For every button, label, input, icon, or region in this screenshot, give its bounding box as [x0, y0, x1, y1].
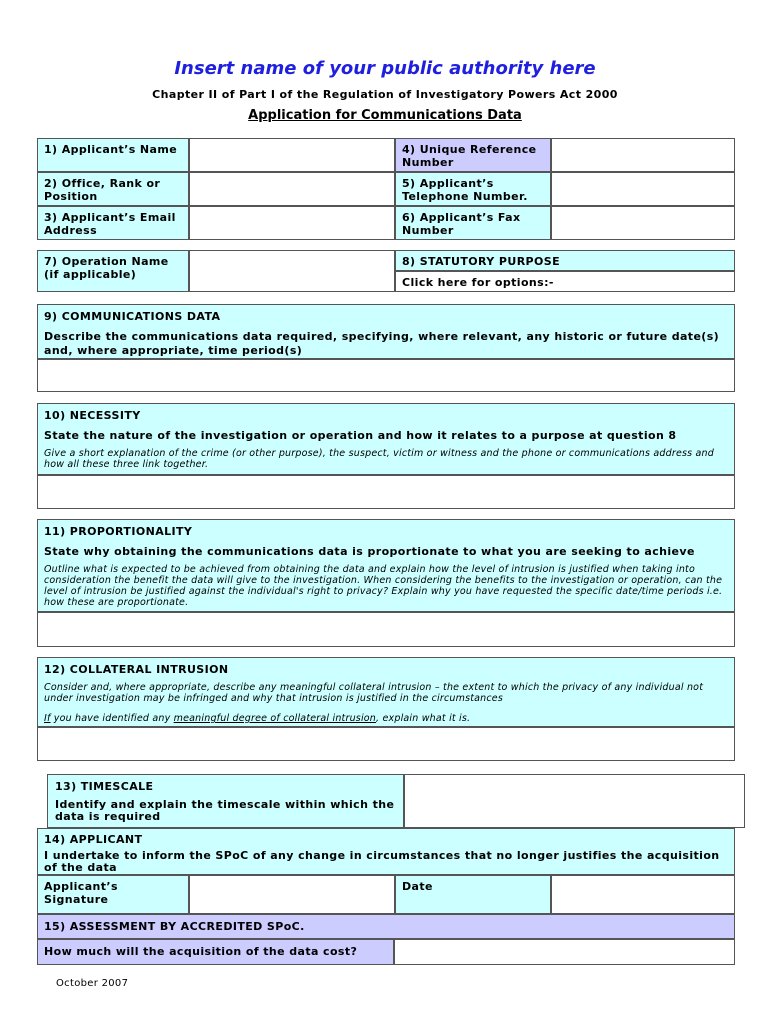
date-field[interactable]	[551, 875, 735, 914]
spoc-assessment-header	[37, 914, 735, 939]
necessity-header	[37, 403, 735, 475]
email-label	[37, 206, 189, 240]
operation-name-label	[37, 250, 189, 292]
page-title: Application for Communications Data	[248, 108, 522, 123]
hint-end: , explain what it is.	[376, 713, 471, 724]
footer-date: October 2007	[56, 978, 129, 989]
operation-name-label-text: 7) Operation Name (if applicable)	[44, 255, 169, 281]
cost-field[interactable]	[394, 939, 735, 965]
applicant-declaration-header	[37, 828, 735, 875]
communications-data-desc: Describe the communications data required, specifying, where relevant, any historic or future date(s) and, where appropriate, time period(s)	[44, 330, 720, 357]
necessity-desc: State the nature of the investigation or operation and how it relates to a purpose at question 8	[44, 429, 677, 442]
applicant-name-field[interactable]	[189, 138, 395, 172]
office-rank-label	[37, 172, 189, 206]
communications-data-header	[37, 304, 735, 359]
cost-question-text: How much will the acquisition of the data cost?	[44, 945, 358, 958]
collateral-intrusion-hint: Consider and, where appropriate, describe any meaningful collateral intrusion – the extent to which the privacy of any individual not under investigation may be infringed and why that intrusion is justified in the circumstances	[44, 682, 704, 704]
applicant-declaration-desc: I undertake to inform the SPoC of any change in circumstances that no longer justifies the acquisition of the data	[44, 849, 720, 874]
hint-mid: you have identified any	[50, 713, 174, 724]
fax-label	[395, 206, 551, 240]
applicant-name-label	[37, 138, 189, 172]
communications-data-title: 9) COMMUNICATIONS DATA	[44, 310, 221, 323]
date-label-text: Date	[402, 880, 433, 893]
operation-name-field[interactable]	[189, 250, 395, 292]
date-label	[395, 875, 551, 914]
proportionality-field[interactable]	[37, 612, 735, 647]
proportionality-header	[37, 519, 735, 612]
necessity-title: 10) NECESSITY	[44, 409, 141, 422]
proportionality-desc: State why obtaining the communications data is proportionate to what you are seeking to achieve	[44, 545, 695, 558]
authority-name: Insert name of your public authority here	[174, 58, 596, 79]
signature-field[interactable]	[189, 875, 395, 914]
proportionality-title: 11) PROPORTIONALITY	[44, 525, 193, 538]
reference-number-label-text: 4) Unique Reference Number	[402, 143, 537, 169]
office-rank-label-text: 2) Office, Rank or Position	[44, 177, 161, 203]
communications-data-field[interactable]	[37, 359, 735, 392]
statutory-purpose-label	[395, 250, 735, 271]
spoc-assessment-title: 15) ASSESSMENT BY ACCREDITED SPoC.	[44, 920, 305, 933]
collateral-intrusion-title: 12) COLLATERAL INTRUSION	[44, 663, 229, 676]
telephone-field[interactable]	[551, 172, 735, 206]
necessity-field[interactable]	[37, 475, 735, 509]
applicant-declaration-title: 14) APPLICANT	[44, 833, 143, 846]
necessity-hint: Give a short explanation of the crime (or other purpose), the suspect, victim or witness and the phone or communications address and how all these three link together.	[44, 448, 714, 470]
email-field[interactable]	[189, 206, 395, 240]
statutory-purpose-label-text: 8) STATUTORY PURPOSE	[402, 255, 561, 268]
fax-label-text: 6) Applicant’s Fax Number	[402, 211, 521, 237]
email-label-text: 3) Applicant’s Email Address	[44, 211, 176, 237]
timescale-desc: Identify and explain the timescale within which the data is required	[55, 798, 395, 823]
collateral-intrusion-field[interactable]	[37, 727, 735, 761]
telephone-label	[395, 172, 551, 206]
collateral-intrusion-header	[37, 657, 735, 727]
chapter-subtitle: Chapter II of Part I of the Regulation of Investigatory Powers Act 2000	[152, 88, 618, 101]
timescale-title: 13) TIMESCALE	[55, 780, 154, 793]
statutory-purpose-select[interactable]	[395, 271, 735, 292]
signature-label	[37, 875, 189, 914]
reference-number-field[interactable]	[551, 138, 735, 172]
proportionality-hint: Outline what is expected to be achieved from obtaining the data and explain how the level of intrusion is justified when taking into consideration the benefit the data will give to the investigation. When considering the benefits to the investigation or operation, can the level of intrusion be justified against the individual's right to privacy? Explain why you have requested the specific date/time periods i.e. how these are proportionate.	[44, 564, 723, 608]
signature-label-text: Applicant’s Signature	[44, 880, 118, 906]
timescale-header	[47, 774, 404, 828]
hint-underlined: meaningful degree of collateral intrusion	[173, 713, 377, 724]
applicant-name-label-text: 1) Applicant’s Name	[44, 143, 178, 156]
collateral-intrusion-hint-2	[44, 713, 730, 724]
telephone-label-text: 5) Applicant’s Telephone Number.	[402, 177, 528, 203]
fax-field[interactable]	[551, 206, 735, 240]
timescale-field[interactable]	[404, 774, 745, 828]
reference-number-label	[395, 138, 551, 172]
hint-if: If	[44, 713, 51, 724]
office-rank-field[interactable]	[189, 172, 395, 206]
cost-question-label	[37, 939, 394, 965]
statutory-purpose-select-text: Click here for options:-	[402, 276, 554, 289]
